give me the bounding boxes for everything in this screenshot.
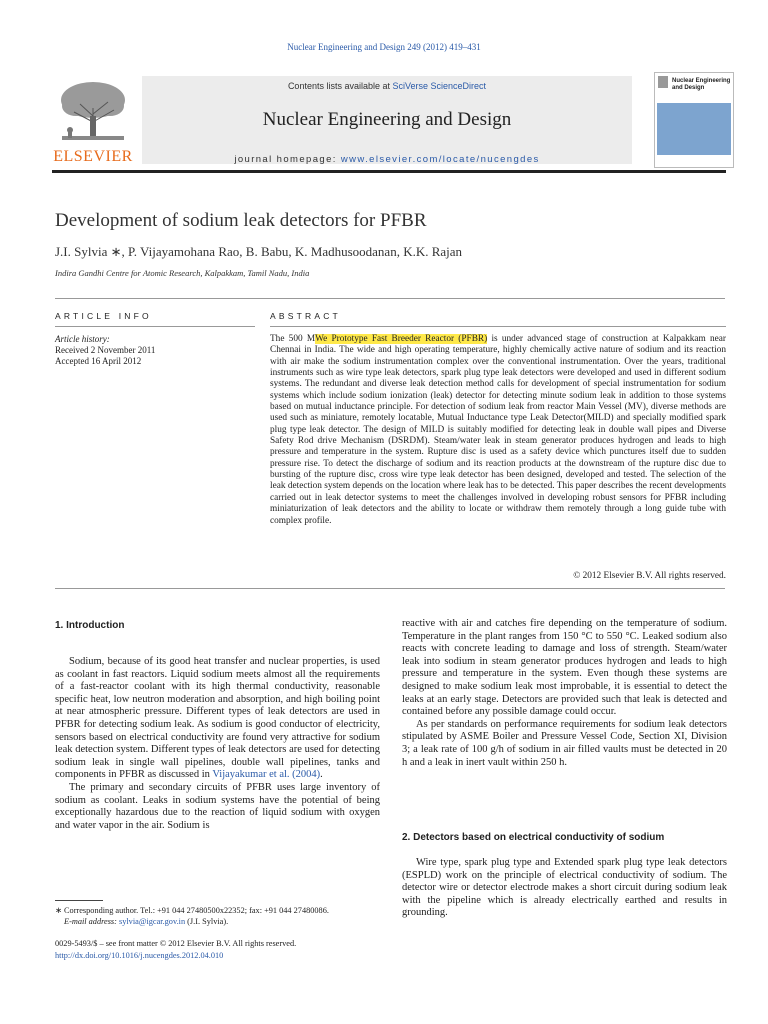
intro-paragraph-3: reactive with air and catches fire depending on the temperature of sodium. Temperature in the plant ranges from 150 °C to 550 °C. Leaked sodium also reacts with concrete leading to damage and loss of strength. Steam/water leak into sodium in steam generator produces hydrogen and leads to high pressure and temperature in the system. Even though these systems are designed to make sodium leak most improbable, it is essential to detect the leaks at an early stage. Detectors are provided such that leak is detected and contained before any possible damage could occur. (402, 618, 727, 718)
article-authors: J.I. Sylvia ∗, P. Vijayamohana Rao, B. Babu, K. Madhusoodanan, K.K. Rajan (55, 244, 463, 259)
publisher-name: ELSEVIER (53, 148, 133, 165)
journal-homepage (142, 154, 632, 165)
section-heading-introduction: 1. Introduction (55, 620, 125, 631)
history-label: Article history: (55, 334, 110, 344)
publication-info (55, 938, 296, 961)
intro-paragraph-2: The primary and secondary circuits of PFBR uses large inventory of sodium as coolant. Leaks in sodium systems have the potential of being exceptionally hazardous due to the reaction of liquid sodium with oxygen and water vapor in the air. Sodium is (55, 781, 380, 831)
journal-cover-thumbnail[interactable] (654, 72, 734, 168)
section-heading-2: 2. Detectors based on electrical conductivity of sodium (402, 832, 665, 843)
received-date: Received 2 November 2011 (55, 345, 156, 355)
sciencedirect-link[interactable]: SciVerse ScienceDirect (392, 81, 487, 91)
email-suffix: (J.I. Sylvia). (185, 917, 229, 926)
abstract-lead: The 500 M (270, 334, 316, 344)
intro-paragraph-4: As per standards on performance requirements for sodium leak detectors stipulated by ASME Boiler and Pressure Vessel Code, Section XI, Division 3; a leak rate of 100 g/h of sodium in air filled vaults must be detected in 20 h and a leak in inert vault within 250 h. (402, 718, 727, 768)
elsevier-logo[interactable] (52, 78, 134, 166)
footnote-email-line (55, 916, 385, 927)
abstract-bottom-divider (55, 588, 725, 589)
email-link[interactable]: sylvia@igcar.gov.in (119, 917, 186, 926)
issn-line: 0029-5493/$ – see front matter © 2012 Elsevier B.V. All rights reserved. (55, 939, 297, 948)
elsevier-tree-icon (56, 78, 130, 142)
accepted-date: Accepted 16 April 2012 (55, 356, 142, 366)
email-label: E-mail address: (64, 917, 119, 926)
cover-title (672, 78, 730, 92)
section-2-body (402, 857, 727, 920)
journal-banner (142, 76, 632, 164)
masthead-divider (52, 170, 726, 173)
article-info-heading: ARTICLE INFO (55, 311, 152, 321)
homepage-label: journal homepage: (234, 154, 341, 165)
reference-link[interactable]: Vijayakumar et al. (2004) (212, 769, 321, 781)
abstract-divider (270, 326, 726, 327)
cover-image (657, 103, 731, 155)
article-info-divider (55, 326, 255, 327)
section-2-paragraph-1: Wire type, spark plug type and Extended spark plug type leak detectors (ESPLD) work on the principle of electrical conductivity of sodium. The detector wire or detector electrode makes a short circuit during sodium leak with the pipeline which is already electrically earthed and results in grounding. (402, 857, 727, 919)
author-affiliation: Indira Gandhi Centre for Atomic Research, Kalpakkam, Tamil Nadu, India (55, 268, 310, 278)
contents-line (142, 81, 632, 91)
intro-paragraph-1 (55, 656, 380, 782)
right-column (402, 618, 727, 769)
footnote-contact: ∗ Corresponding author. Tel.: +91 044 27480500x22352; fax: +91 044 27480086. (55, 906, 329, 915)
journal-name: Nuclear Engineering and Design (262, 109, 512, 130)
contents-prefix: Contents lists available at (287, 81, 393, 91)
homepage-url-link[interactable]: www.elsevier.com/locate/nucengdes (340, 154, 540, 165)
footnote-divider (55, 900, 103, 901)
journal-citation[interactable]: Nuclear Engineering and Design 249 (2012) 419–431 (287, 42, 481, 52)
left-column (55, 656, 380, 832)
article-history (55, 334, 255, 367)
intro-paragraph-1-text: Sodium, because of its good heat transfer and nuclear properties, is used as coolant in fast reactors. Liquid sodium meets almost all the requirements of a fast-reactor coolant with its high thermal conductivity, reasonable specific heat, low neutron moderation and absorption, and high boiling point at near atmospheric pressure. Different types of leak detectors are used in PFBR for detecting sodium leak. As sodium is good conductor of electricity, sensors based on electrical conductivity are found very attractive for sodium leak detection system. Different types of leak detectors are used for detecting sodium leak in single wall pipelines, double wall pipelines, tanks and components in PFBR as discussed in (55, 656, 380, 781)
header-divider (55, 298, 725, 299)
article-title: Development of sodium leak detectors for PFBR (55, 210, 427, 231)
doi-link[interactable]: http://dx.doi.org/10.1016/j.nucengdes.2012.04.010 (55, 950, 224, 960)
abstract-copyright: © 2012 Elsevier B.V. All rights reserved. (573, 571, 726, 581)
abstract-body: is under advanced stage of construction at Kalpakkam near Chennai in India. The wide and high operating temperature, highly chemically active nature of sodium and its reaction with air make the sodium instrumentation complex over the conventional instrumentation. Over the years, traditional instruments such as wire type leak detectors, spark plug type leak detectors were developed and used in different sodium systems. The redundant and diverse leak detection method calls for development of special instrumentation for sodium systems which include sodium ionization (leak) detector for detecting minute sodium leak in addition to those systems based on mutual inductance principle. For detection of sodium leak from reactor Main Vessel (MV), diverse methods are used such as miniature, remotely locatable, Mutual Inductance type Leak Detector(MILD) and specially modified spark plug type leak detector. The design of MILD is suitably modified for detecting leak in double wall pipes and Diverse Safety Rod drive Mechanism (DSRDM). Steam/water leak in steam generator produces hydrogen and leads to high pressure and temperature in the system. Rupture disc is used as a safety device which punctures itself due to sudden pressure rise. To detect the discharge of sodium and its reaction products at the downstream of the rupture disc due to bursting of the rupture disc, cross wire type leak detector has been designed, developed and tested. The selection of the leak detection system depends on the location where leak has to be detected. This paper describes the recent developments carried out in leak detector systems to meet the challenges involved in developing robust sensors for PFBR including miniaturization of leak detectors and the ability to locate or withdraw them remotely through a long guide tube with complex profile. (270, 334, 726, 526)
corresponding-author-footnote (55, 905, 385, 927)
abstract-heading: ABSTRACT (270, 311, 341, 321)
intro-paragraph-1-end: . (320, 769, 323, 781)
cover-title-line-2: and Design (672, 85, 705, 91)
masthead (52, 72, 735, 168)
cover-title-line-1: Nuclear Engineering (672, 78, 731, 84)
abstract-text (270, 334, 726, 527)
abstract-highlight[interactable]: We Prototype Fast Breeder Reactor (PFBR) (315, 334, 488, 344)
